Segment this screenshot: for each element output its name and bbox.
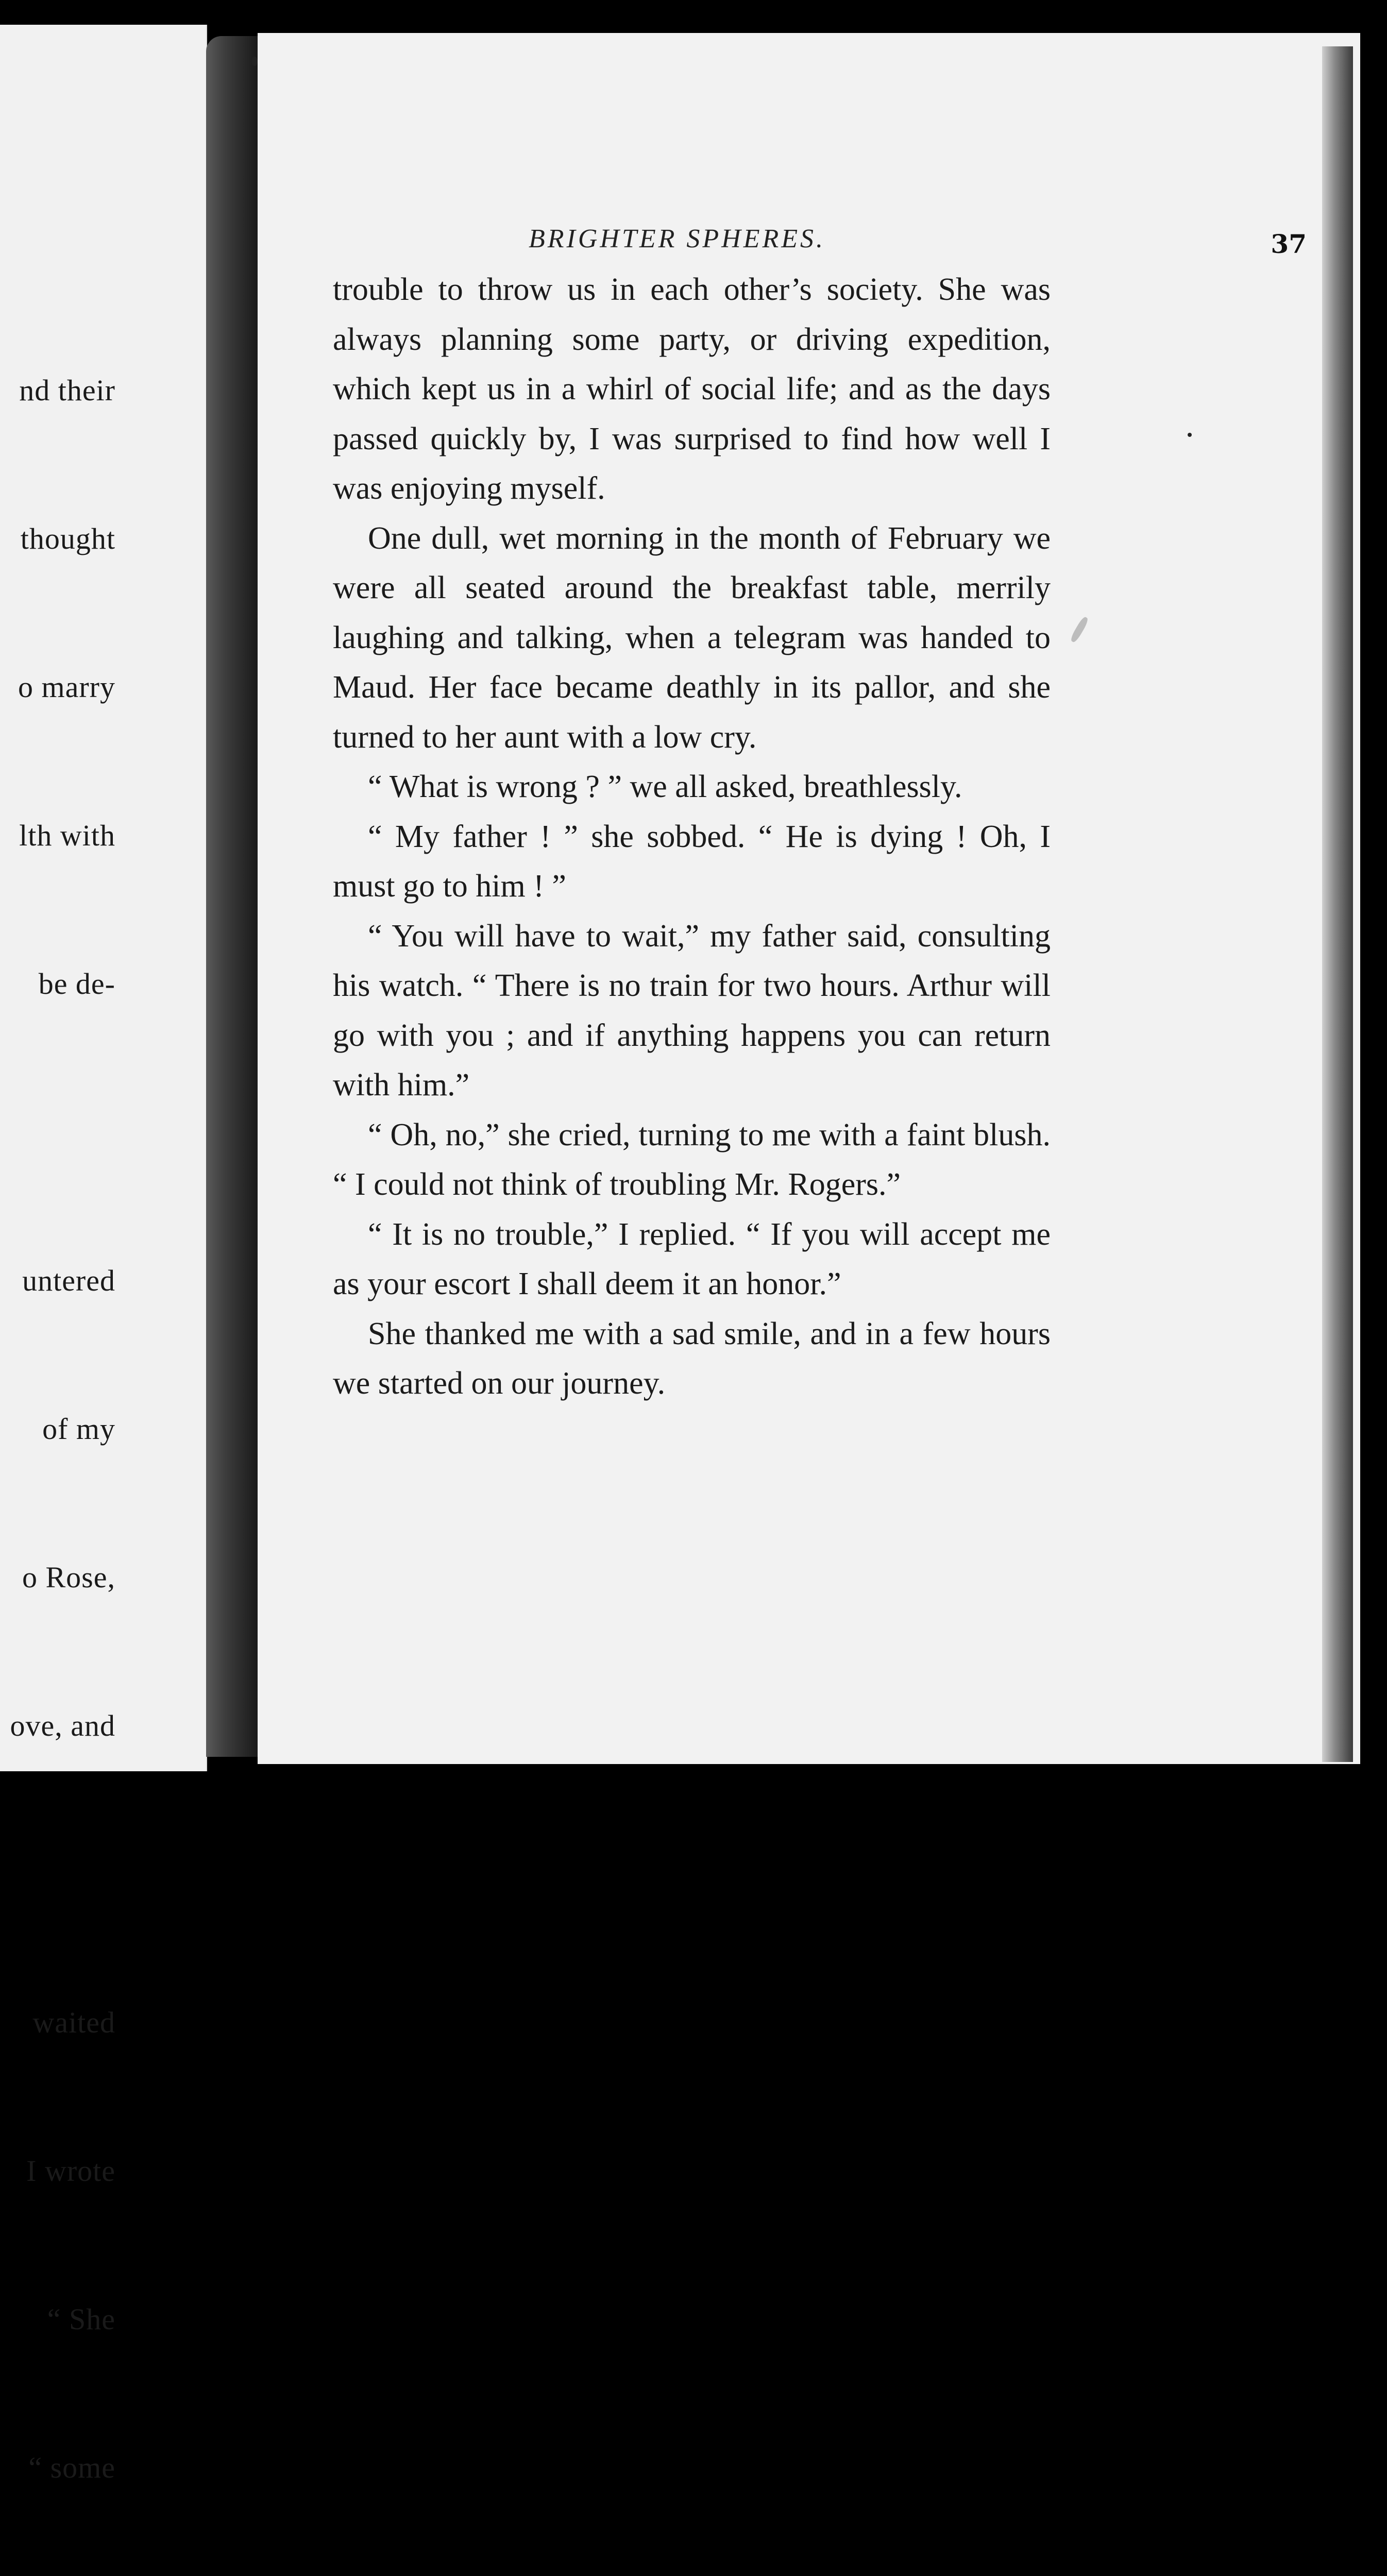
left-page	[0, 25, 207, 2484]
dust-speck	[251, 57, 258, 66]
left-line: untered	[22, 1264, 115, 1297]
paragraph: “ You will have to wait,” my father said, consulting his watch. “ There is no train for two hours. Arthur will go with you ; and if anything happens you can return with him.”	[333, 918, 1051, 1103]
page-number: 37	[1271, 229, 1307, 259]
paragraph: She thanked me with a sad smile, and in a few hours we started on our journey.	[333, 1316, 1051, 1401]
left-line: ove, and	[10, 1709, 115, 1742]
dust-speck	[1188, 433, 1192, 437]
left-line: “ some	[28, 2451, 115, 2484]
left-line-gap	[8, 1108, 115, 1157]
page-content	[333, 188, 1307, 1409]
running-head	[333, 188, 1307, 265]
left-line: waited	[32, 2006, 115, 2039]
paragraph: “ Oh, no,” she cried, turning to me with a faint blush. “ I could not think of troubling Mr. Rogers.”	[333, 1117, 1051, 1202]
right-page	[258, 33, 1360, 1764]
book-spine-gutter	[206, 36, 258, 1757]
running-title: BRIGHTER SPHERES.	[529, 224, 826, 253]
paragraph: “ My father ! ” she sobbed. “ He is dying ! Oh, I must go to him ! ”	[333, 819, 1051, 904]
left-line: “ She	[47, 2302, 115, 2336]
left-line: lth with	[19, 819, 115, 852]
left-line: be de-	[38, 967, 115, 1001]
left-line: I wrote	[26, 2154, 115, 2188]
paragraph: One dull, wet morning in the month of February we were all seated around the breakfast table, merrily laughing and talking, when a telegram was handed to Maud. Her face became deathly in its pallor, and she turned to her aunt with a low cry.	[333, 520, 1051, 755]
left-line: thought	[20, 522, 115, 555]
left-line-gap	[8, 1850, 115, 1899]
left-page-text	[8, 267, 115, 2576]
left-line: nd their	[19, 374, 115, 407]
left-line: o marry	[18, 670, 115, 704]
body-text	[333, 265, 1051, 1409]
paragraph: “ What is wrong ? ” we all asked, breathlessly.	[368, 769, 962, 804]
paragraph: trouble to throw us in each other’s society. She was always planning some party, or driving expedition, which kept us in a whirl of social life; and as the days passed quickly by, I was surprised to find how well I was enjoying myself.	[333, 272, 1051, 506]
left-line: of my	[42, 1412, 115, 1446]
left-line: o Rose,	[22, 1561, 115, 1594]
paragraph: “ It is no trouble,” I replied. “ If you will accept me as your escort I shall deem it an honor.”	[333, 1216, 1051, 1301]
page-edge-shadow	[1322, 46, 1353, 1762]
